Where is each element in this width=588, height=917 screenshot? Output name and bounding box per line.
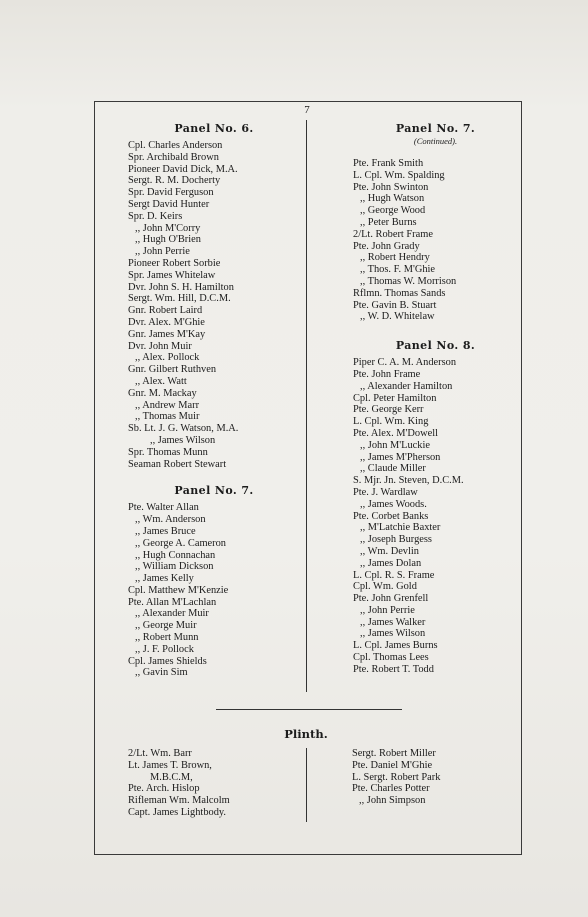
list-item: ,, James Bruce <box>135 525 196 537</box>
column-divider <box>306 120 307 692</box>
list-item: ,, James Dolan <box>360 557 422 569</box>
list-item: ,, Claude Miller <box>360 463 426 475</box>
list-item: Pte. John Grady <box>353 240 420 252</box>
list-item: Pte. Allan M'Lachlan <box>128 596 217 608</box>
list-item: L. Cpl. Wm. King <box>353 416 429 428</box>
list-item: 2/Lt. Wm. Barr <box>128 748 192 759</box>
list-item: 2/Lt. Robert Frame <box>353 228 433 240</box>
list-item: Spr. James Whitelaw <box>128 269 216 281</box>
plinth-right-list <box>352 748 440 807</box>
list-item: Gnr. M. Mackay <box>128 387 197 399</box>
list-item: ,, Andrew Marr <box>135 399 200 411</box>
list-item: Rifleman Wm. Malcolm <box>128 795 230 807</box>
list-item: ,, Gavin Sim <box>135 667 188 679</box>
plinth-heading: Plinth. <box>284 727 328 741</box>
list-item: Cpl. Thomas Lees <box>353 652 429 664</box>
list-item: ,, George Wood <box>360 205 426 217</box>
left-column <box>128 122 300 679</box>
list-item: ,, James Woods. <box>360 498 427 510</box>
list-item: L. Cpl. R. S. Frame <box>353 569 435 581</box>
list-item: Pte. John Frame <box>353 368 421 380</box>
list-item: Pte. Arch. Hislop <box>128 783 200 795</box>
list-item: ,, Alexander Hamilton <box>360 380 453 392</box>
list-item: Cpl. Matthew M'Kenzie <box>128 584 229 596</box>
list-item: ,, James Wilson <box>150 434 216 446</box>
list-item: Gnr. Robert Laird <box>128 305 203 317</box>
list-item: L. Cpl. Wm. Spalding <box>353 169 445 181</box>
list-item: ,, Thomas W. Morrison <box>360 275 457 287</box>
list-item: ,, Wm. Devlin <box>360 545 419 557</box>
list-item: ,, Alex. Watt <box>135 375 187 387</box>
list-item: Cpl. Peter Hamilton <box>353 392 437 404</box>
list-item: ,, Robert Hendry <box>360 252 430 264</box>
list-item: ,, William Dickson <box>135 561 214 573</box>
list-item: ,, Thos. F. M'Ghie <box>360 264 436 276</box>
list-item: ,, James Wilson <box>360 628 426 640</box>
list-item: ,, Wm. Anderson <box>135 514 206 526</box>
panel-8-heading: Panel No. 8. <box>395 339 476 353</box>
list-item: Pte. Daniel M'Ghie <box>352 759 433 771</box>
list-item: Sb. Lt. J. G. Watson, M.A. <box>128 423 239 435</box>
continued-note: (Continued). <box>413 136 458 146</box>
panel-7-list <box>128 502 300 679</box>
list-item: Cpl. James Shields <box>128 655 207 667</box>
list-item: ,, Alexander Muir <box>135 608 209 620</box>
list-item: ,, John M'Luckie <box>360 439 430 451</box>
list-item: Capt. James Lightbody. <box>128 806 227 818</box>
list-item: ,, John M'Corry <box>135 222 201 234</box>
list-item: Pte. Gavin B. Stuart <box>353 299 437 311</box>
list-item: Spr. D. Keirs <box>128 210 183 222</box>
list-item: Gnr. James M'Kay <box>128 328 206 340</box>
list-item: Pte. Alex. M'Dowell <box>353 427 438 439</box>
list-item: S. Mjr. Jn. Steven, D.C.M. <box>353 475 464 487</box>
plinth-column-divider <box>306 748 307 822</box>
list-item: Cpl. Charles Anderson <box>128 140 223 151</box>
list-item: ,, James Kelly <box>135 573 194 585</box>
panel-7-continued-heading: Panel No. 7. <box>395 122 476 135</box>
list-item: Seaman Robert Stewart <box>128 458 227 470</box>
list-item: L. Cpl. James Burns <box>353 640 438 652</box>
list-item: Gnr. Gilbert Ruthven <box>128 364 217 376</box>
list-item: Dvr. John Muir <box>128 340 192 352</box>
list-item: ,, James M'Pherson <box>360 451 441 463</box>
list-item: Sergt. Robert Miller <box>352 748 436 759</box>
list-item: ,, George A. Cameron <box>135 537 226 549</box>
page-number: 7 <box>304 104 310 116</box>
panel-8-list <box>353 357 518 676</box>
list-item: Pte. Walter Allan <box>128 502 199 514</box>
panel-6-list <box>128 140 300 470</box>
list-item: Rflmn. Thomas Sands <box>353 287 446 299</box>
section-divider <box>216 709 402 710</box>
list-item: Spr. Thomas Munn <box>128 446 208 458</box>
list-item: Dvr. John S. H. Hamilton <box>128 281 234 293</box>
list-item: Pioneer Robert Sorbie <box>128 257 221 269</box>
panel-6-heading: Panel No. 6. <box>174 122 254 135</box>
list-item: M.B.C.M, <box>150 771 193 783</box>
list-item: ,, Robert Munn <box>135 632 199 644</box>
list-item: ,, John Perrie <box>135 246 190 258</box>
list-item: ,, Joseph Burgess <box>360 534 432 546</box>
list-item: Pte. George Kerr <box>353 404 424 416</box>
list-item: ,, Hugh Watson <box>360 193 425 205</box>
plinth-left-list <box>128 748 230 819</box>
list-item: Piper C. A. M. Anderson <box>353 357 457 369</box>
list-item: ,, Thomas Muir <box>135 411 200 423</box>
list-item: Pte. J. Wardlaw <box>353 486 418 498</box>
right-column <box>353 122 518 676</box>
list-item: Spr. David Ferguson <box>128 187 214 199</box>
list-item: Cpl. Wm. Gold <box>353 581 417 593</box>
list-item: ,, Peter Burns <box>360 216 417 228</box>
list-item: ,, James Walker <box>360 616 426 628</box>
list-item: ,, M'Latchie Baxter <box>360 522 441 534</box>
list-item: Pte. Frank Smith <box>353 158 424 169</box>
list-item: Pioneer David Dick, M.A. <box>128 163 238 175</box>
list-item: Pte. Robert T. Todd <box>353 663 434 675</box>
list-item: L. Sergt. Robert Park <box>352 771 441 783</box>
list-item: ,, Hugh O'Brien <box>135 234 201 246</box>
list-item: ,, John Simpson <box>359 795 426 807</box>
list-item: ,, George Muir <box>135 620 197 632</box>
list-item: Sergt. R. M. Docherty <box>128 175 221 187</box>
panel-7-heading: Panel No. 7. <box>174 484 254 498</box>
list-item: Pte. John Swinton <box>353 181 429 193</box>
list-item: Lt. James T. Brown, <box>128 759 212 771</box>
list-item: Spr. Archibald Brown <box>128 151 219 163</box>
panel-7-continued-list <box>353 158 518 323</box>
list-item: Pte. Charles Potter <box>352 783 430 795</box>
list-item: ,, Hugh Connachan <box>135 549 216 561</box>
list-item: Pte. John Grenfell <box>353 593 429 605</box>
list-item: Dvr. Alex. M'Ghie <box>128 316 205 328</box>
list-item: Sergt David Hunter <box>128 198 210 210</box>
list-item: Pte. Corbet Banks <box>353 510 429 522</box>
list-item: ,, W. D. Whitelaw <box>360 311 435 323</box>
list-item: ,, John Perrie <box>360 604 415 616</box>
list-item: ,, Alex. Pollock <box>135 352 200 364</box>
list-item: ,, J. F. Pollock <box>135 643 194 655</box>
list-item: Sergt. Wm. Hill, D.C.M. <box>128 293 231 305</box>
